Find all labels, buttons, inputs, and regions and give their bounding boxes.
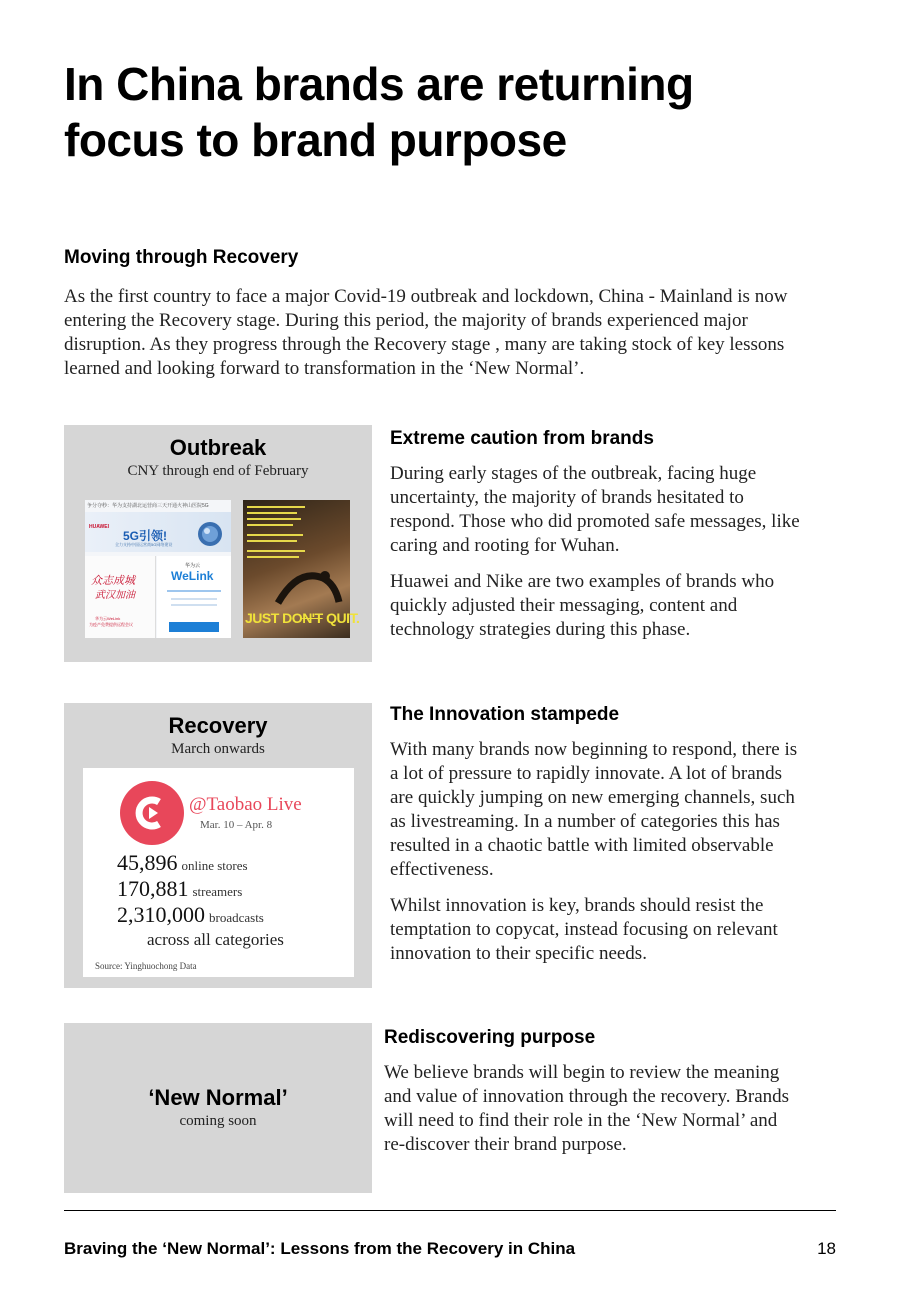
stat-scope: across all categories (147, 930, 284, 949)
huawei-caption: 全力支持中国运营商5G网络建设 (115, 542, 173, 547)
outbreak-paragraph: During early stages of the outbreak, facing huge uncertainty, the majority of brands hesitated to respond. Those who did promoted safe messages, like caring and rooting for Wuhan. (390, 463, 800, 556)
taobao-live-icon (119, 780, 185, 846)
stat-label: online stores (181, 858, 248, 873)
nike-text-line (247, 534, 303, 536)
calligraphy-poster (85, 556, 156, 638)
stat-value: 45,896 (117, 850, 178, 875)
outbreak-paragraph: Huawei and Nike are two examples of brands who quickly adjusted their messaging, content and technology strategies during this phase. (390, 571, 775, 640)
outbreak-panel (64, 425, 372, 662)
stat-label: streamers (192, 884, 243, 899)
stat-row (117, 876, 242, 902)
calligraphy-line-2: 武汉加油 (95, 590, 135, 601)
nike-slogan-part-2: QUIT. (322, 610, 360, 626)
welink-line (167, 590, 221, 592)
footer-divider (64, 1210, 836, 1211)
new-normal-heading: Rediscovering purpose (384, 1027, 596, 1048)
recovery-text (390, 704, 800, 978)
welink-line (171, 598, 217, 600)
nike-text-line (247, 540, 297, 542)
stat-label: broadcasts (209, 910, 264, 925)
outbreak-title: Outbreak (169, 435, 267, 460)
welink-logo: WeLink (171, 569, 214, 583)
nike-text-line (247, 518, 301, 520)
athlete-figure (273, 558, 343, 608)
huawei-logo-text: HUAWEI (89, 524, 109, 530)
new-normal-subtitle: coming soon (179, 1113, 257, 1129)
page-title: In China brands are returning focus to brand purpose (64, 58, 694, 166)
welink-poster (157, 556, 231, 638)
nike-slogan (245, 610, 359, 626)
welink-line (171, 604, 217, 606)
stat-row (117, 850, 248, 876)
recovery-title: Recovery (168, 713, 268, 738)
nike-slogan-part-1: JUST DO (245, 610, 303, 626)
stat-value: 170,881 (117, 876, 189, 901)
section-heading: Moving through Recovery (64, 247, 299, 268)
huawei-top-text: 争分夺秒：华为支持湖北运营商三天开通火神山医院5G (87, 503, 209, 509)
huawei-ad-image (85, 500, 231, 638)
nike-ad-image (243, 500, 360, 638)
poster-note-2: 为疫产免费提供远程会议 (89, 622, 133, 627)
poster-note: 华为云WeLink (95, 616, 121, 621)
recovery-heading: The Innovation stampede (390, 704, 620, 725)
footer-title: Braving the ‘New Normal’: Lessons from the Recovery in China (64, 1239, 576, 1258)
new-normal-title: ‘New Normal’ (148, 1085, 288, 1110)
nike-text-line (247, 512, 297, 514)
taobao-dates: Mar. 10 – Apr. 8 (200, 819, 273, 831)
page-number: 18 (817, 1239, 836, 1258)
recovery-paragraph: Whilst innovation is key, brands should resist the temptation to copycat, instead focusing on relevant innovation to their specific needs. (390, 895, 778, 964)
welink-cn: 华为云 (185, 563, 201, 569)
recovery-panel (64, 703, 372, 988)
5g-globe-icon (195, 520, 225, 548)
new-normal-panel (64, 1023, 372, 1193)
new-normal-paragraph: We believe brands will begin to review the meaning and value of innovation through the recovery. Brands will need to find their role in the ‘New Normal’ and re-discover their brand purpose. (384, 1062, 790, 1155)
nike-text-line (247, 506, 305, 508)
outbreak-subtitle: CNY through end of February (127, 463, 309, 479)
recovery-paragraph: With many brands now beginning to respond, there is a lot of pressure to rapidly innovate. A lot of brands are quickly jumping on new emerging channels, such as livestreaming. In a number of categories this has resulted in a chaotic battle with limited observable effectiveness. (390, 739, 798, 880)
welink-button (169, 622, 219, 632)
recovery-subtitle: March onwards (171, 741, 265, 757)
outbreak-heading: Extreme caution from brands (390, 428, 654, 449)
taobao-live-stats-card (83, 768, 354, 977)
intro-paragraph: As the first country to face a major Covid-19 outbreak and lockdown, China - Mainland is now entering the Recovery stage. During this period, the majority of brands experienced major disruption. As they progress through the Recovery stage , many are taking stock of key lessons learned and looking forward to transformation in the ‘New Normal’. (64, 286, 788, 379)
taobao-handle: @Taobao Live (189, 794, 302, 815)
nike-text-line (247, 550, 305, 552)
stat-value: 2,310,000 (117, 902, 205, 927)
new-normal-text (384, 1027, 794, 1169)
huawei-headline: 5G引领! (123, 529, 168, 543)
nike-slogan-strike: N'T (302, 610, 323, 626)
taobao-source: Source: Yinghuochong Data (95, 961, 197, 971)
outbreak-text (390, 428, 800, 654)
nike-text-line (247, 524, 293, 526)
calligraphy-line-1: 众志成城 (91, 575, 135, 587)
stat-row (117, 902, 264, 928)
